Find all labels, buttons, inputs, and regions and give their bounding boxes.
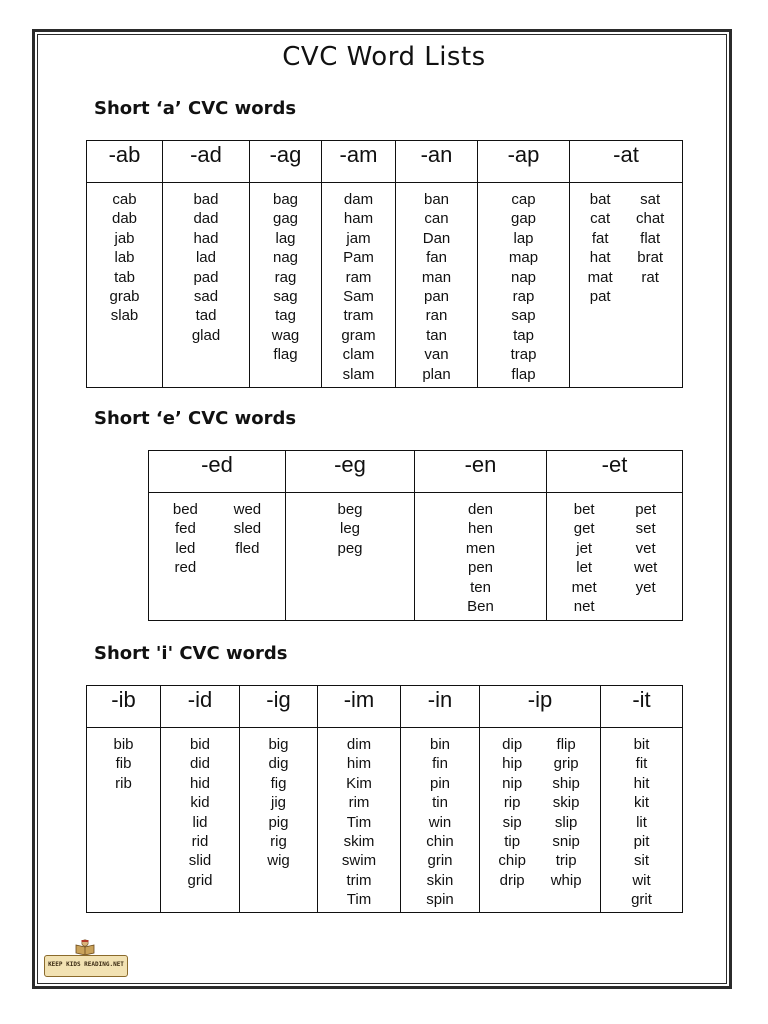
- word: fan: [426, 249, 447, 267]
- word: nap: [510, 268, 537, 286]
- word: man: [421, 268, 452, 286]
- word: sad: [193, 288, 219, 306]
- word-list: [163, 190, 249, 345]
- word-sublist: [267, 735, 290, 871]
- word: ship: [552, 774, 580, 792]
- word-list: [570, 190, 682, 306]
- word: grit: [631, 891, 652, 909]
- word: slab: [110, 307, 139, 325]
- word-table-short-i: [86, 685, 683, 913]
- word-sublist: [113, 735, 133, 793]
- word: wed: [233, 501, 262, 518]
- word-sublist: [173, 500, 198, 578]
- word: flip: [556, 736, 576, 753]
- word: hid: [189, 774, 210, 792]
- word: dam: [343, 191, 374, 208]
- word: fig: [270, 774, 287, 792]
- word: did: [189, 755, 210, 773]
- word: wig: [267, 852, 290, 870]
- word: pit: [633, 833, 650, 851]
- word: tab: [114, 268, 135, 286]
- word: mat: [587, 268, 613, 286]
- word: tan: [426, 326, 447, 344]
- word: pad: [193, 268, 219, 286]
- word: men: [465, 539, 496, 557]
- word: hit: [633, 774, 650, 792]
- word-list: [87, 735, 160, 793]
- column-header: -it: [601, 686, 683, 728]
- word-cell: [240, 728, 318, 913]
- column-header: -et: [547, 451, 683, 493]
- word-cell: [570, 183, 683, 388]
- keep-kids-reading-logo: [44, 937, 128, 979]
- word: lag: [275, 229, 296, 247]
- word: big: [268, 736, 289, 753]
- column-header: -ib: [87, 686, 161, 728]
- word-sublist: [109, 190, 139, 326]
- word: met: [571, 578, 597, 596]
- word-cell: [163, 183, 250, 388]
- word: flag: [273, 346, 298, 364]
- word-sublist: [426, 735, 454, 910]
- word-cell: [149, 493, 286, 621]
- word: Pam: [343, 249, 374, 267]
- word: clam: [342, 346, 375, 364]
- word: tram: [343, 307, 374, 325]
- column-header: -ad: [163, 141, 250, 183]
- word-cell: [318, 728, 401, 913]
- word: wet: [633, 559, 658, 577]
- word-sublist: [498, 735, 526, 890]
- word: lid: [192, 813, 208, 831]
- word: bed: [172, 501, 198, 518]
- word: dad: [193, 210, 219, 228]
- word: van: [424, 346, 449, 364]
- column-header: -in: [401, 686, 480, 728]
- word: kid: [190, 794, 210, 812]
- word: brat: [637, 249, 664, 267]
- word-cell: [250, 183, 322, 388]
- word-sublist: [509, 190, 538, 384]
- word: cab: [112, 191, 137, 208]
- word: tad: [195, 307, 217, 325]
- word: led: [175, 539, 196, 557]
- word: nip: [502, 774, 523, 792]
- word: peg: [337, 539, 363, 557]
- column-header: -en: [415, 451, 547, 493]
- word: lad: [195, 249, 216, 267]
- word: sip: [502, 813, 522, 831]
- word-list: [396, 190, 477, 384]
- word-list: [318, 735, 400, 910]
- word: swim: [341, 852, 377, 870]
- word-cell: [601, 728, 683, 913]
- logo-sign: [44, 955, 128, 977]
- word: bib: [113, 736, 134, 753]
- word-list: [547, 500, 682, 616]
- word: bid: [189, 736, 210, 753]
- word: Tim: [346, 891, 372, 909]
- word-cell: [286, 493, 415, 621]
- word-table-short-a: [86, 140, 683, 388]
- word: bin: [429, 736, 451, 753]
- word: Kim: [346, 774, 372, 792]
- word: drip: [499, 871, 525, 889]
- word: gram: [341, 326, 376, 344]
- word: pig: [268, 813, 289, 831]
- word: bit: [633, 736, 650, 753]
- word: ban: [423, 191, 450, 208]
- word: rig: [270, 833, 287, 851]
- word-sublist: [572, 500, 597, 616]
- word: bat: [589, 191, 611, 208]
- word: pin: [429, 774, 451, 792]
- word-table-short-e: [148, 450, 683, 621]
- word: sag: [273, 288, 298, 306]
- word: sit: [634, 852, 649, 870]
- word-cell: [396, 183, 478, 388]
- word: dig: [268, 755, 289, 773]
- word-sublist: [551, 735, 582, 890]
- word-sublist: [337, 500, 362, 558]
- word: ran: [425, 307, 448, 325]
- column-header: -eg: [286, 451, 415, 493]
- word: rat: [641, 268, 659, 286]
- word: slip: [554, 813, 578, 831]
- word: fed: [174, 520, 196, 538]
- column-header: -im: [318, 686, 401, 728]
- word-cell: [547, 493, 683, 621]
- word: Dan: [422, 229, 451, 247]
- word-sublist: [634, 500, 657, 616]
- word-cell: [480, 728, 601, 913]
- word: snip: [552, 833, 580, 851]
- word: grid: [187, 871, 213, 889]
- column-header: -ap: [478, 141, 570, 183]
- page-title: CVC Word Lists: [282, 42, 486, 72]
- word: gag: [272, 210, 299, 228]
- word-sublist: [342, 735, 376, 910]
- word: den: [467, 501, 494, 518]
- word: cap: [511, 191, 536, 208]
- word: rag: [274, 268, 297, 286]
- word-sublist: [192, 190, 220, 345]
- word: lab: [114, 249, 135, 267]
- word: jet: [576, 539, 593, 557]
- word-cell: [415, 493, 547, 621]
- word: map: [508, 249, 539, 267]
- word: sap: [511, 307, 536, 325]
- word: dab: [111, 210, 138, 228]
- word-sublist: [466, 500, 495, 616]
- word: wag: [271, 326, 300, 344]
- word: rid: [191, 833, 209, 851]
- logo-text: KEEP KIDS READING.NET: [48, 961, 124, 968]
- word: wit: [632, 871, 651, 889]
- word: tip: [504, 833, 521, 851]
- word: leg: [339, 520, 361, 538]
- word: flat: [640, 229, 661, 247]
- word-list: [322, 190, 395, 384]
- word: let: [576, 559, 593, 577]
- word: dim: [346, 736, 372, 753]
- word: tag: [275, 307, 296, 325]
- word-cell: [401, 728, 480, 913]
- word-list: [401, 735, 479, 910]
- word-cell: [161, 728, 240, 913]
- word: bet: [573, 501, 595, 518]
- word: yet: [635, 578, 656, 596]
- word-list: [478, 190, 569, 384]
- column-header: -ip: [480, 686, 601, 728]
- word: plan: [422, 365, 451, 383]
- word: whip: [550, 871, 582, 889]
- word: fit: [635, 755, 648, 773]
- word: pet: [635, 501, 657, 518]
- word-list: [480, 735, 600, 890]
- word: set: [635, 520, 656, 538]
- word: tin: [432, 794, 448, 812]
- word: grip: [553, 755, 579, 773]
- word: trap: [510, 346, 537, 364]
- word-sublist: [422, 190, 451, 384]
- word: trip: [555, 852, 577, 870]
- word: had: [193, 229, 219, 247]
- word: ham: [343, 210, 374, 228]
- column-header: -an: [396, 141, 478, 183]
- word: pan: [423, 288, 450, 306]
- word: rap: [512, 288, 535, 306]
- word: grab: [109, 288, 140, 306]
- word: dip: [502, 736, 523, 753]
- word: nag: [272, 249, 299, 267]
- word: fin: [432, 755, 448, 773]
- section-heading-short-i: Short 'i' CVC words: [94, 643, 288, 664]
- column-header: -at: [570, 141, 683, 183]
- word-sublist: [631, 735, 652, 910]
- word: beg: [337, 501, 363, 518]
- word: sled: [233, 520, 262, 538]
- column-header: -ag: [250, 141, 322, 183]
- word: skin: [426, 871, 454, 889]
- word: him: [346, 755, 372, 773]
- column-header: -am: [322, 141, 396, 183]
- word: chat: [635, 210, 665, 228]
- word: pen: [467, 559, 494, 577]
- word: grin: [427, 852, 453, 870]
- word: slam: [342, 365, 375, 383]
- word: Ben: [467, 598, 494, 616]
- word: trim: [346, 871, 372, 889]
- word: cat: [590, 210, 611, 228]
- word: rip: [503, 794, 521, 812]
- word: glad: [191, 326, 221, 344]
- word: skim: [343, 833, 375, 851]
- word: kit: [634, 794, 649, 812]
- word-cell: [87, 728, 161, 913]
- word: jam: [346, 229, 371, 247]
- word: flap: [511, 365, 536, 383]
- word: get: [573, 520, 595, 538]
- word: ten: [470, 578, 491, 596]
- section-heading-short-e: Short ‘e’ CVC words: [94, 408, 297, 429]
- word: sat: [640, 191, 661, 208]
- word: chin: [426, 833, 454, 851]
- word-list: [240, 735, 317, 871]
- word: chip: [498, 852, 526, 870]
- word-list: [286, 500, 414, 558]
- word: hen: [467, 520, 494, 538]
- word: bag: [272, 191, 299, 208]
- word: lap: [513, 229, 534, 247]
- word-cell: [322, 183, 396, 388]
- word: hip: [502, 755, 523, 773]
- word-sublist: [272, 190, 300, 365]
- word: net: [573, 598, 595, 616]
- word: win: [428, 813, 452, 831]
- word-sublist: [636, 190, 664, 306]
- word: jab: [114, 229, 135, 247]
- word: rim: [348, 794, 370, 812]
- word: fat: [591, 229, 609, 247]
- word-sublist: [187, 735, 212, 890]
- word-cell: [478, 183, 570, 388]
- word: fled: [235, 539, 260, 557]
- column-header: -ig: [240, 686, 318, 728]
- word-sublist: [341, 190, 375, 384]
- word: pat: [589, 288, 611, 306]
- column-header: -ed: [149, 451, 286, 493]
- word: slid: [188, 852, 212, 870]
- column-header: -id: [161, 686, 240, 728]
- word: Tim: [346, 813, 372, 831]
- word-list: [415, 500, 546, 616]
- word: rib: [115, 774, 132, 792]
- word: lit: [636, 813, 647, 831]
- word: skip: [552, 794, 580, 812]
- word-list: [250, 190, 321, 365]
- word: vet: [635, 539, 656, 557]
- word: hat: [589, 249, 611, 267]
- word-list: [601, 735, 682, 910]
- word-sublist: [588, 190, 613, 306]
- column-header: -ab: [87, 141, 163, 183]
- word: gap: [510, 210, 537, 228]
- word: spin: [426, 891, 454, 909]
- word-list: [87, 190, 162, 326]
- word: fib: [115, 755, 132, 773]
- word-list: [161, 735, 239, 890]
- section-heading-short-a: Short ‘a’ CVC words: [94, 98, 297, 119]
- word: tap: [513, 326, 534, 344]
- word-cell: [87, 183, 163, 388]
- word: ram: [345, 268, 372, 286]
- word: red: [174, 559, 197, 577]
- word-sublist: [234, 500, 262, 578]
- word: Sam: [343, 288, 374, 306]
- word: jig: [270, 794, 286, 812]
- word-list: [149, 500, 285, 578]
- word: bad: [193, 191, 219, 208]
- word: can: [424, 210, 449, 228]
